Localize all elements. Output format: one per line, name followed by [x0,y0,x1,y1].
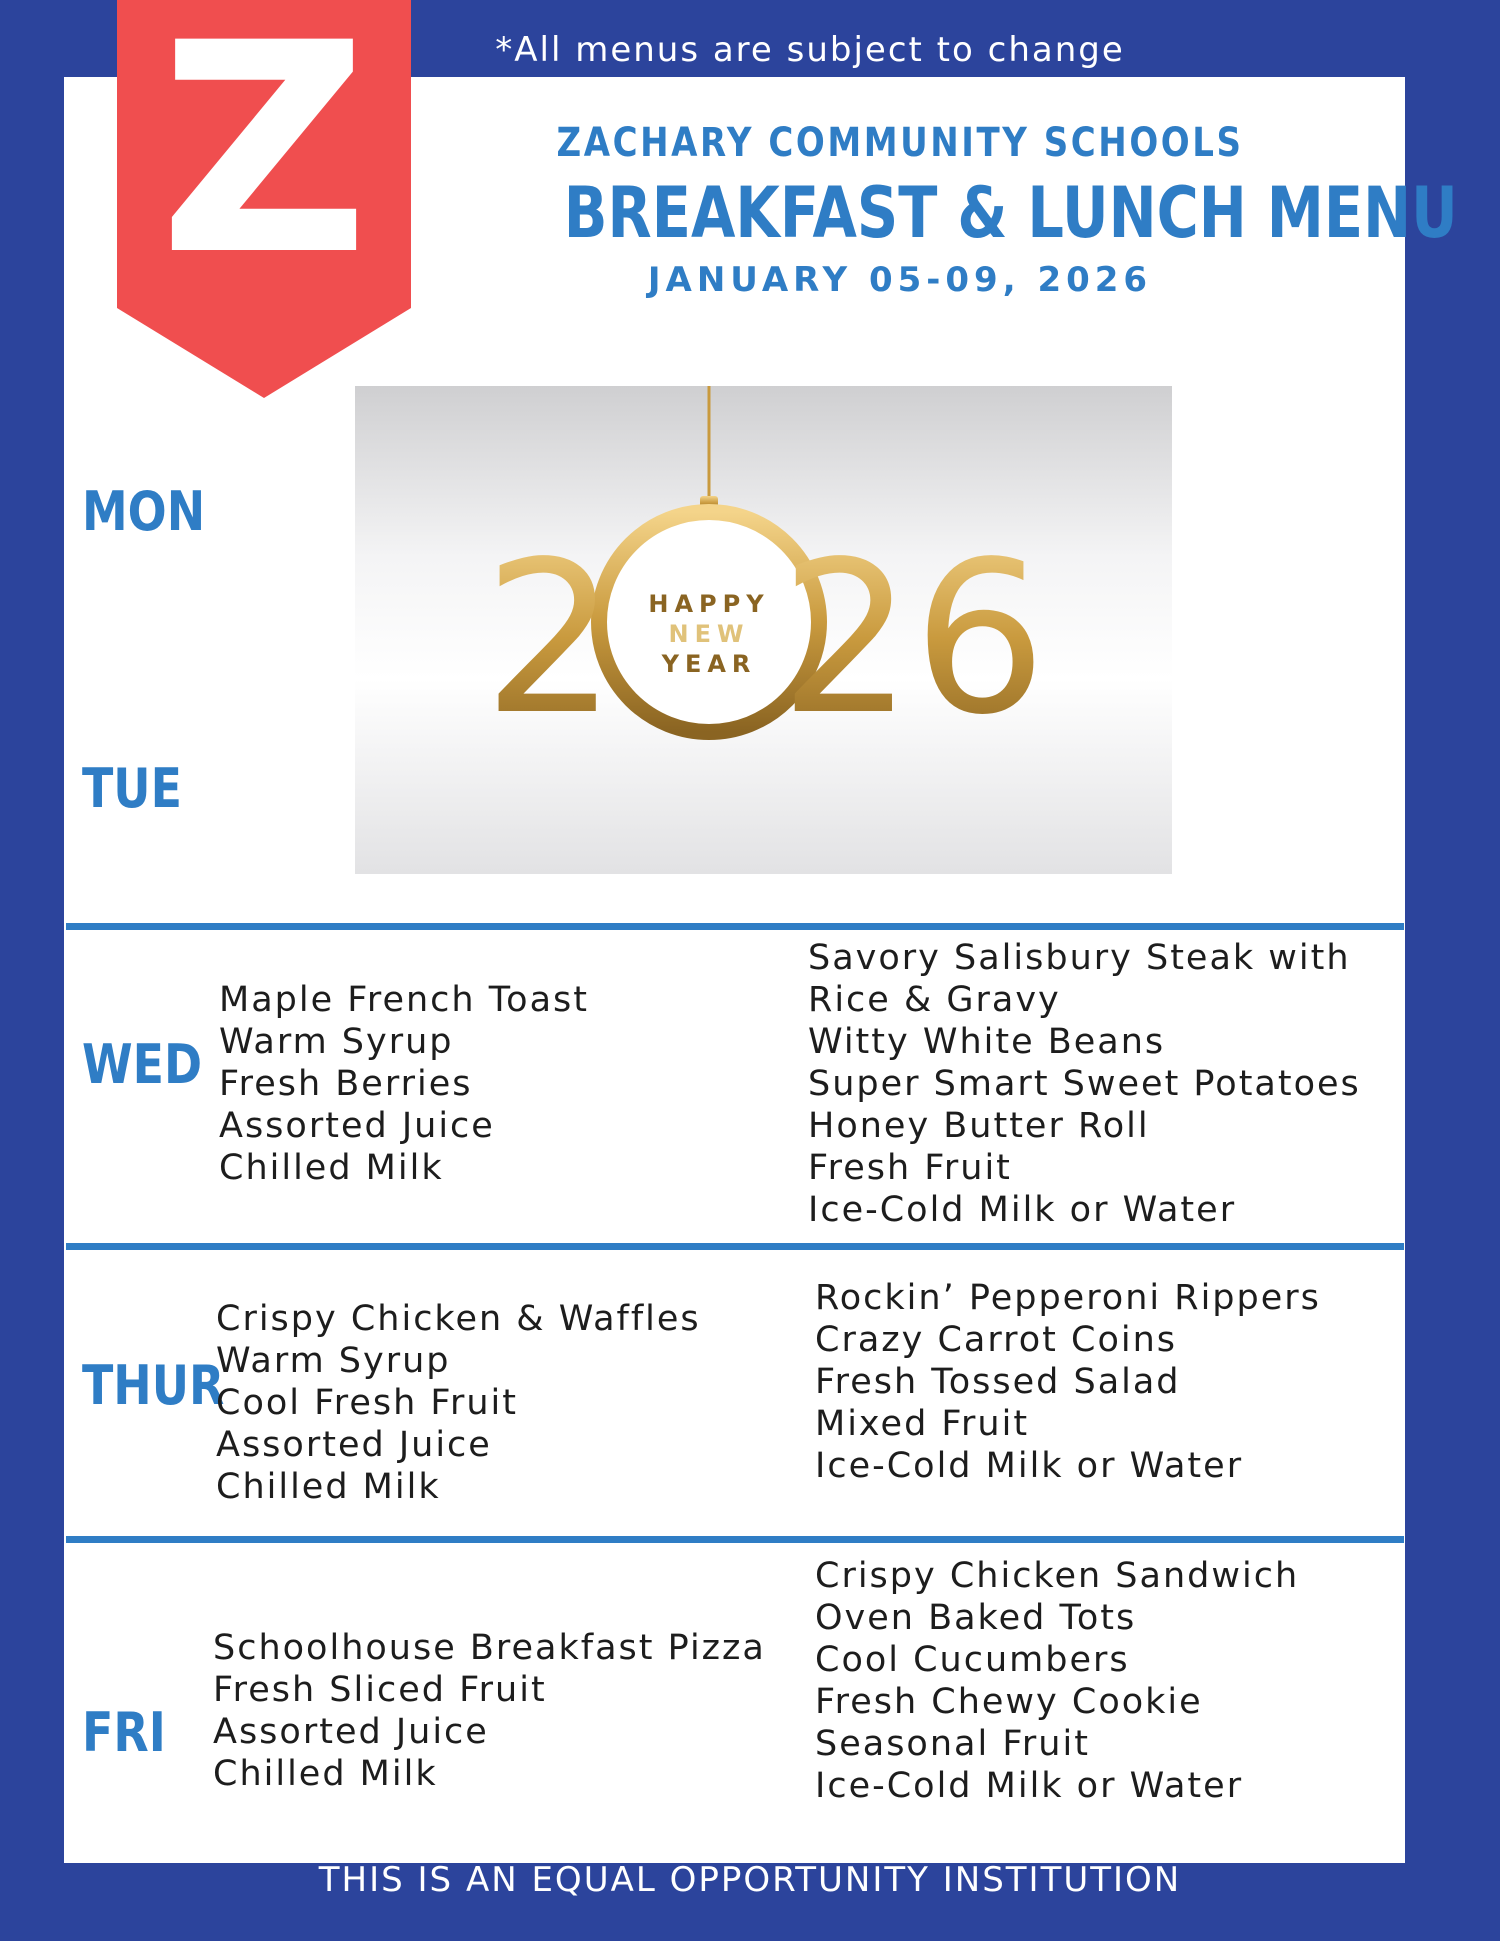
divider-wed [66,923,1404,930]
list-item: Ice-Cold Milk or Water [815,1766,1244,1806]
day-label-tue: TUE [82,757,182,820]
day-label-fri: FRI [82,1701,166,1764]
school-logo-badge [117,0,411,398]
list-item: Assorted Juice [213,1712,489,1752]
thur-breakfast-list [216,1298,701,1508]
menu-header [490,120,1458,300]
list-item: Crazy Carrot Coins [815,1320,1178,1360]
list-item: Seasonal Fruit [815,1724,1090,1764]
list-item: Savory Salisbury Steak with [808,938,1351,978]
list-item: Chilled Milk [216,1467,441,1507]
wed-breakfast-list [219,979,589,1189]
greeting-happy: HAPPY [648,590,770,618]
list-item: Fresh Chewy Cookie [815,1682,1203,1722]
menu-title: BREAKFAST & LUNCH MENU [563,172,1458,254]
disclaimer-text: *All menus are subject to change [495,30,1125,70]
list-item: Witty White Beans [808,1022,1166,1062]
list-item: Cool Cucumbers [815,1640,1130,1680]
wed-lunch-list [808,937,1361,1231]
list-item: Fresh Tossed Salad [815,1362,1181,1402]
year-digit-left: 2 [483,516,617,761]
list-item: Chilled Milk [213,1754,438,1794]
list-item: Maple French Toast [219,980,589,1020]
fri-lunch-list [815,1555,1299,1807]
list-item: Mixed Fruit [815,1404,1030,1444]
new-year-graphic [355,386,1172,874]
day-label-wed: WED [82,1033,203,1096]
list-item: Fresh Sliced Fruit [213,1670,547,1710]
list-item: Ice-Cold Milk or Water [808,1190,1237,1230]
day-label-thur: THUR [82,1354,225,1417]
list-item: Assorted Juice [216,1425,492,1465]
list-item: Cool Fresh Fruit [216,1383,519,1423]
list-item: Assorted Juice [219,1106,495,1146]
school-name: ZACHARY COMMUNITY SCHOOLS [556,120,1244,166]
day-label-mon: MON [82,480,206,543]
happy-new-year-banner [355,386,1172,874]
list-item: Rice & Gravy [808,980,1061,1020]
list-item: Fresh Fruit [808,1148,1012,1188]
list-item: Crispy Chicken & Waffles [216,1299,701,1339]
divider-fri [66,1536,1404,1543]
greeting-new: NEW [668,620,750,648]
list-item: Super Smart Sweet Potatoes [808,1064,1361,1104]
list-item: Oven Baked Tots [815,1598,1137,1638]
divider-thur [66,1243,1404,1250]
list-item: Chilled Milk [219,1148,444,1188]
year-digits-right: 26 [779,516,1047,761]
thur-lunch-list [815,1277,1321,1487]
list-item: Ice-Cold Milk or Water [815,1446,1244,1486]
list-item: Honey Butter Roll [808,1106,1150,1146]
greeting-year: YEAR [661,650,757,678]
list-item: Rockin’ Pepperoni Rippers [815,1278,1321,1318]
list-item: Warm Syrup [216,1341,451,1381]
date-range: JANUARY 05-09, 2026 [647,260,1153,300]
logo-letter: Z [158,0,370,319]
list-item: Crispy Chicken Sandwich [815,1556,1300,1596]
list-item: Schoolhouse Breakfast Pizza [213,1628,766,1668]
list-item: Fresh Berries [219,1064,473,1104]
fri-breakfast-list [213,1627,766,1795]
equal-opportunity-footer: THIS IS AN EQUAL OPPORTUNITY INSTITUTION [318,1860,1182,1900]
list-item: Warm Syrup [219,1022,454,1062]
